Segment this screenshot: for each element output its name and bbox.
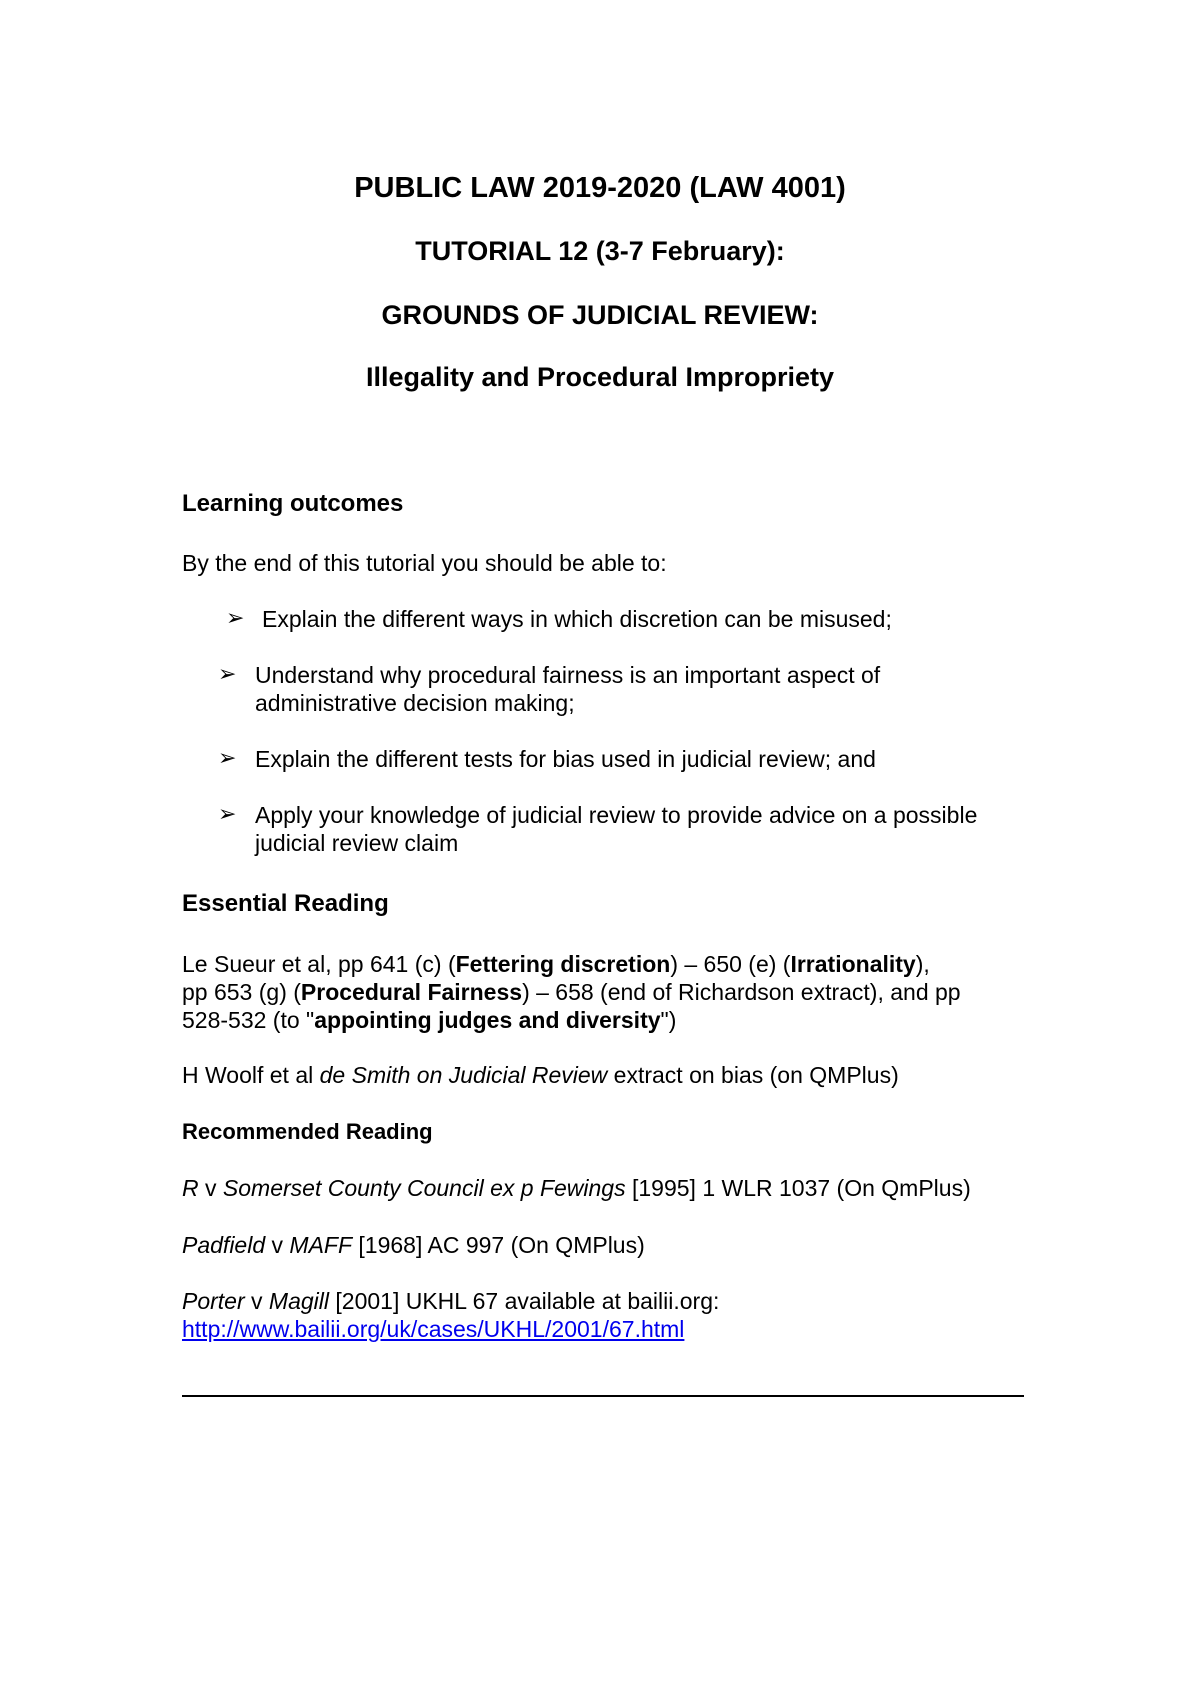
de-smith-reference bbox=[182, 1061, 1042, 1089]
recommended-reading-heading: Recommended Reading bbox=[182, 1119, 433, 1144]
case-party: MAFF bbox=[289, 1232, 353, 1258]
outcome-item: Explain the different ways in which discretion can be misused; bbox=[262, 606, 892, 632]
arrowhead-bullet-icon: ➢ bbox=[218, 661, 237, 686]
text-run: v bbox=[198, 1175, 223, 1201]
bold-term: Procedural Fairness bbox=[300, 979, 523, 1005]
text-run: Le Sueur et al, pp 641 (c) ( bbox=[182, 951, 456, 977]
text-run: v bbox=[265, 1232, 290, 1258]
arrowhead-bullet-icon: ➢ bbox=[218, 745, 237, 770]
essential-reading-heading: Essential Reading bbox=[182, 890, 389, 917]
essential-reading-paragraph bbox=[182, 950, 1042, 1034]
text-run: [2001] UKHL 67 available at bailii.org: bbox=[329, 1288, 720, 1314]
text-run: [1995] 1 WLR 1037 (On QmPlus) bbox=[625, 1175, 971, 1201]
tutorial-title: TUTORIAL 12 (3-7 February): bbox=[415, 236, 785, 266]
learning-outcomes-heading: Learning outcomes bbox=[182, 490, 404, 517]
outcomes-intro: By the end of this tutorial you should be able to: bbox=[182, 550, 667, 576]
text-run: ") bbox=[660, 1007, 677, 1033]
bold-term: Irrationality bbox=[790, 951, 916, 977]
bold-term: appointing judges and diversity bbox=[314, 1007, 661, 1033]
text-run: ) – 650 (e) ( bbox=[670, 951, 791, 977]
arrowhead-bullet-icon: ➢ bbox=[226, 605, 245, 630]
text-run: 528-532 (to " bbox=[182, 1007, 315, 1033]
case-party: Padfield bbox=[182, 1232, 266, 1258]
book-title: de Smith on Judicial Review bbox=[319, 1062, 608, 1088]
course-title: PUBLIC LAW 2019-2020 (LAW 4001) bbox=[354, 172, 846, 204]
text-run: extract on bias (on QMPlus) bbox=[607, 1062, 899, 1088]
text-run: v bbox=[244, 1288, 269, 1314]
case-reference bbox=[182, 1174, 1042, 1202]
text-run: [1968] AC 997 (On QMPlus) bbox=[352, 1232, 645, 1258]
case-party: Porter bbox=[182, 1288, 245, 1314]
outcome-item-continuation: administrative decision making; bbox=[255, 690, 575, 716]
outcome-item: Explain the different tests for bias used in judicial review; and bbox=[255, 746, 876, 772]
text-run: ) – 658 (end of Richardson extract), and pp bbox=[522, 979, 961, 1005]
topic-title: GROUNDS OF JUDICIAL REVIEW: bbox=[381, 300, 819, 330]
case-reference bbox=[182, 1231, 1042, 1259]
bold-term: Fettering discretion bbox=[455, 951, 671, 977]
case-party: R bbox=[182, 1175, 199, 1201]
bailii-link[interactable]: http://www.bailii.org/uk/cases/UKHL/2001/67.html bbox=[182, 1316, 685, 1342]
horizontal-rule bbox=[182, 1395, 1024, 1397]
arrowhead-bullet-icon: ➢ bbox=[218, 801, 237, 826]
outcome-item: Apply your knowledge of judicial review to provide advice on a possible bbox=[255, 802, 978, 828]
subtopic-title: Illegality and Procedural Impropriety bbox=[365, 362, 835, 392]
case-party: Magill bbox=[268, 1288, 329, 1314]
text-run: pp 653 (g) ( bbox=[182, 979, 301, 1005]
case-party: Somerset County Council ex p Fewings bbox=[222, 1175, 626, 1201]
text-run: ), bbox=[915, 951, 930, 977]
outcome-item-continuation: judicial review claim bbox=[255, 830, 459, 856]
outcome-item: Understand why procedural fairness is an important aspect of bbox=[255, 662, 881, 688]
case-reference bbox=[182, 1287, 1042, 1343]
text-run: H Woolf et al bbox=[182, 1062, 320, 1088]
